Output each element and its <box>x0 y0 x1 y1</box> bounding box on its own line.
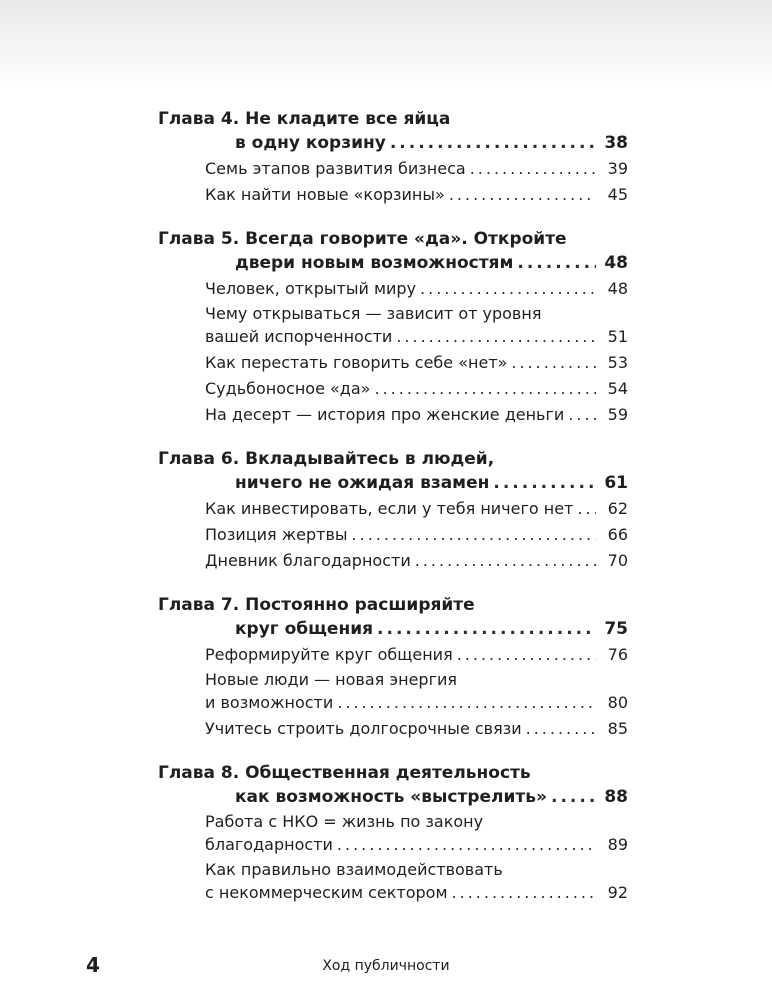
dot-leader <box>551 785 596 809</box>
dot-leader <box>470 157 596 181</box>
section-entry <box>205 325 628 349</box>
section-entry <box>205 549 628 573</box>
section-page: 70 <box>607 551 628 570</box>
dot-leader <box>511 351 596 375</box>
section-title: Как перестать говорить себе «нет» <box>205 353 508 372</box>
section-title: и возможности <box>205 693 334 712</box>
chapter-8-title-line2: как возможность «выстрелить» <box>235 787 547 807</box>
dot-leader <box>396 325 596 349</box>
page-top-shading <box>0 0 772 90</box>
dot-leader <box>526 717 596 741</box>
chapter-5-entry <box>235 251 628 275</box>
section-title: Судьбоносное «да» <box>205 379 371 398</box>
dot-leader <box>517 251 596 275</box>
dot-leader <box>568 403 596 427</box>
section-title: Как инвестировать, если у тебя ничего нет <box>205 499 574 518</box>
section-page: 89 <box>607 835 628 854</box>
section-page: 59 <box>607 405 628 424</box>
section-page: 85 <box>607 719 628 738</box>
dot-leader <box>337 691 596 715</box>
chapter-6-title-line2: ничего не ожидая взамен <box>235 473 490 493</box>
dot-leader <box>390 131 596 155</box>
section-title: Дневник благодарности <box>205 551 411 570</box>
chapter-8-title-line1: Глава 8. Общественная деятельность <box>158 763 531 783</box>
section-entry <box>205 277 628 301</box>
section-entry <box>205 183 628 207</box>
chapter-6-page: 61 <box>604 473 628 493</box>
dot-leader <box>377 617 596 641</box>
section-page: 39 <box>607 159 628 178</box>
section-page: 62 <box>607 499 628 518</box>
chapter-5-title-line2: двери новым возможностям <box>235 253 514 273</box>
section-page: 48 <box>607 279 628 298</box>
section-title-line1: Чему открываться — зависит от уровня <box>205 304 542 323</box>
chapter-7-title-line1: Глава 7. Постоянно расширяйте <box>158 595 475 615</box>
section-entry <box>205 643 628 667</box>
dot-leader <box>577 497 596 521</box>
section-page: 53 <box>607 353 628 372</box>
section-title-line1: Работа с НКО = жизнь по закону <box>205 812 484 831</box>
dot-leader <box>452 881 596 905</box>
section-entry <box>205 881 628 905</box>
chapter-6-entry <box>235 471 628 495</box>
chapter-4-title-line1: Глава 4. Не кладите все яйца <box>158 109 451 129</box>
section-page: 76 <box>607 645 628 664</box>
dot-leader <box>374 377 596 401</box>
chapter-7-entry <box>235 617 628 641</box>
dot-leader <box>457 643 596 667</box>
section-title: вашей испорченности <box>205 327 393 346</box>
section-entry <box>205 351 628 375</box>
section-title: Реформируйте круг общения <box>205 645 453 664</box>
section-page: 45 <box>607 185 628 204</box>
dot-leader <box>415 549 596 573</box>
section-entry <box>205 717 628 741</box>
section-page: 92 <box>607 883 628 902</box>
section-title: с некоммерческим сектором <box>205 883 448 902</box>
section-entry <box>205 157 628 181</box>
dot-leader <box>352 523 596 547</box>
chapter-7-title-line2: круг общения <box>235 619 374 639</box>
chapter-7-page: 75 <box>604 619 628 639</box>
dot-leader <box>337 833 596 857</box>
chapter-8-page: 88 <box>604 787 628 807</box>
section-page: 54 <box>607 379 628 398</box>
chapter-4-title-line2: в одну корзину <box>235 133 386 153</box>
section-page: 80 <box>607 693 628 712</box>
chapter-6-title-line1: Глава 6. Вкладывайтесь в людей, <box>158 449 495 469</box>
section-title: Учитесь строить долгосрочные связи <box>205 719 522 738</box>
section-title: Позиция жертвы <box>205 525 348 544</box>
chapter-5-page: 48 <box>604 253 628 273</box>
section-page: 51 <box>607 327 628 346</box>
chapter-5-title-line1: Глава 5. Всегда говорите «да». Откройте <box>158 229 567 249</box>
section-title: Семь этапов развития бизнеса <box>205 159 466 178</box>
section-title-line1: Новые люди — новая энергия <box>205 670 458 689</box>
section-title: благодарности <box>205 835 333 854</box>
section-title-line1: Как правильно взаимодействовать <box>205 860 503 879</box>
chapter-4-entry <box>235 131 628 155</box>
section-title: Человек, открытый миру <box>205 279 417 298</box>
section-entry <box>205 377 628 401</box>
section-title: На десерт — история про женские деньги <box>205 405 565 424</box>
dot-leader <box>493 471 596 495</box>
chapter-8-entry <box>235 785 628 809</box>
running-footer-title: Ход публичности <box>322 958 450 974</box>
section-entry <box>205 833 628 857</box>
section-entry <box>205 497 628 521</box>
section-page: 66 <box>607 525 628 544</box>
dot-leader <box>449 183 596 207</box>
section-title: Как найти новые «корзины» <box>205 185 445 204</box>
dot-leader <box>420 277 596 301</box>
section-entry <box>205 523 628 547</box>
page-number: 4 <box>86 953 100 977</box>
section-entry <box>205 403 628 427</box>
chapter-4-page: 38 <box>604 133 628 153</box>
section-entry <box>205 691 628 715</box>
